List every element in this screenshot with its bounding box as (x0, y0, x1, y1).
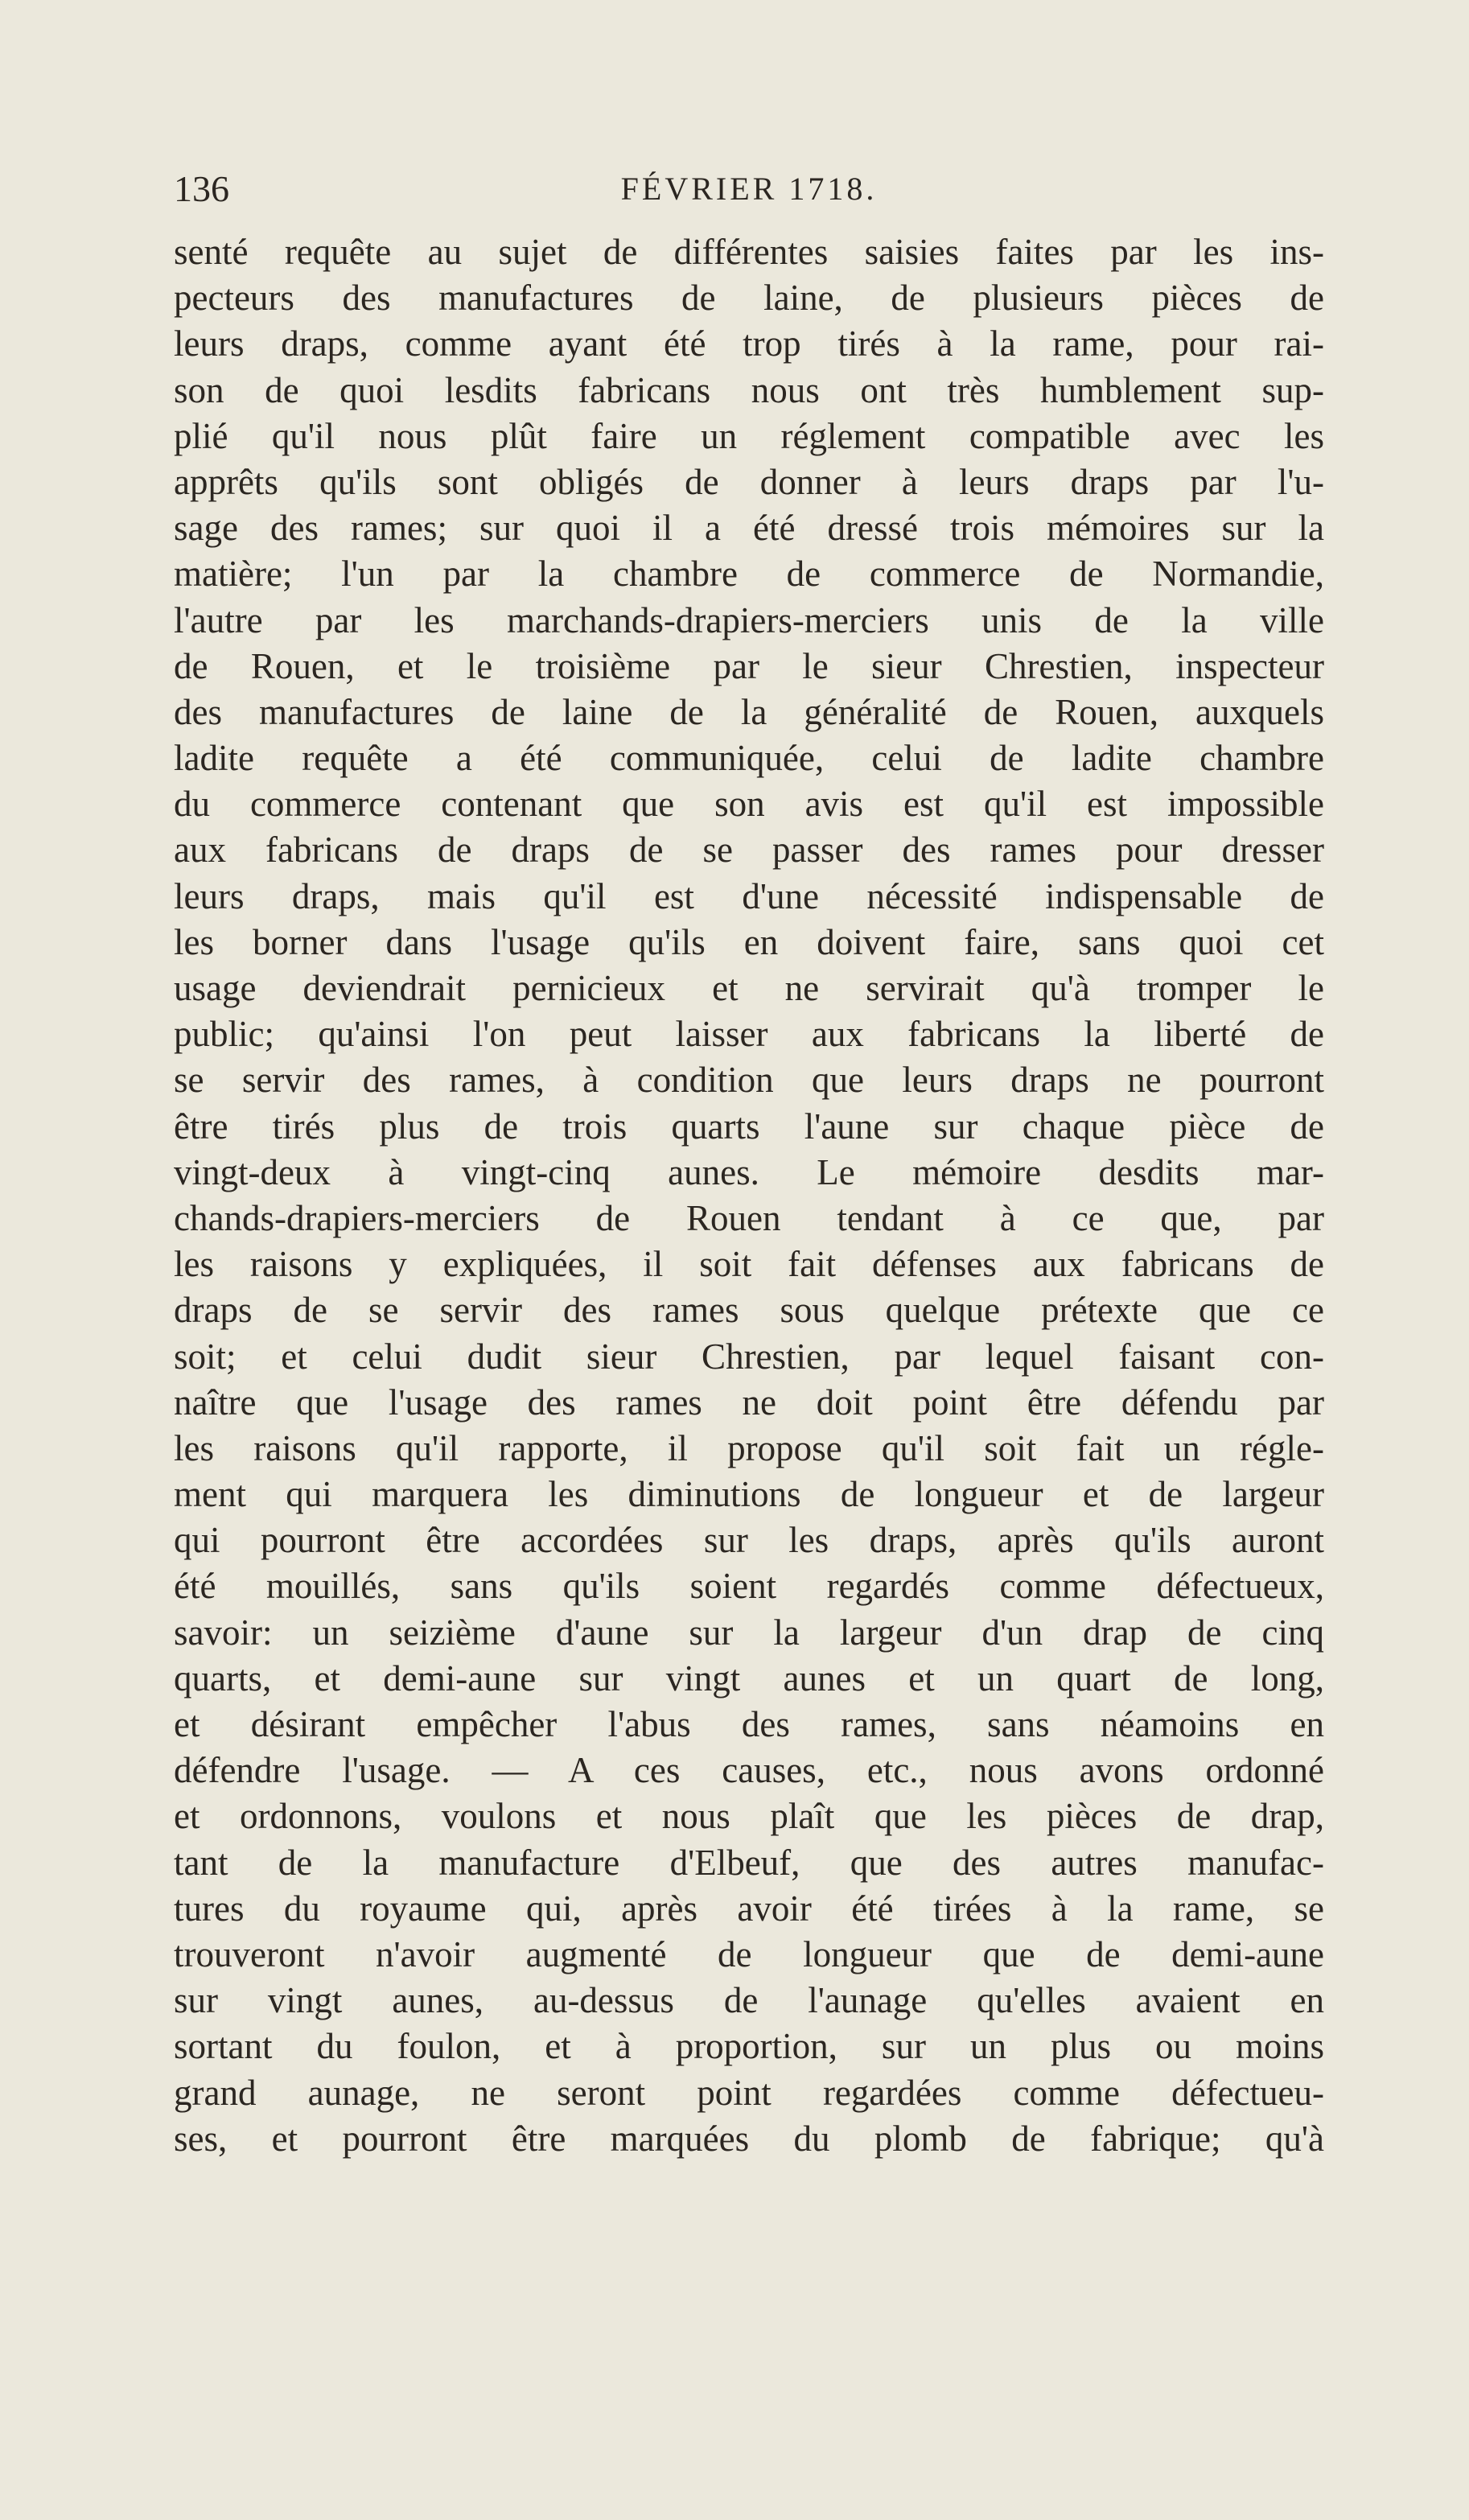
text-line: soit; et celui dudit sieur Chrestien, par lequel faisant con- (174, 1336, 1324, 1377)
text-line: été mouillés, sans qu'ils soient regardés comme défectueux, (174, 1566, 1324, 1607)
text-line: les raisons y expliquées, il soit fait défenses aux fabricans de (174, 1244, 1324, 1285)
text-line: usage deviendrait pernicieux et ne servirait qu'à tromper le (174, 968, 1324, 1008)
page-header (174, 165, 1324, 213)
text-line: son de quoi lesdits fabricans nous ont très humblement sup- (174, 369, 1324, 410)
text-line: qui pourront être accordées sur les draps, après qu'ils auront (174, 1520, 1324, 1561)
text-line: chands-drapiers-merciers de Rouen tendant à ce que, par (174, 1197, 1324, 1238)
text-line: leurs draps, comme ayant été trop tirés à la rame, pour rai- (174, 323, 1324, 364)
text-line: public; qu'ainsi l'on peut laisser aux fabricans la liberté de (174, 1014, 1324, 1055)
text-line: sortant du foulon, et à proportion, sur un plus ou moins (174, 2026, 1324, 2067)
text-line: du commerce contenant que son avis est qu'il est impossible (174, 784, 1324, 825)
text-line: de Rouen, et le troisième par le sieur Chrestien, inspecteur (174, 645, 1324, 686)
text-line: senté requête au sujet de différentes saisies faites par les ins- (174, 232, 1324, 272)
text-line: et désirant empêcher l'abus des rames, sans néamoins en (174, 1704, 1324, 1744)
text-line: les borner dans l'usage qu'ils en doivent faire, sans quoi cet (174, 921, 1324, 962)
text-line: vingt-deux à vingt-cinq aunes. Le mémoire desdits mar- (174, 1151, 1324, 1192)
body-text (174, 229, 1324, 2162)
text-line: savoir: un seizième d'aune sur la largeur d'un drap de cinq (174, 1612, 1324, 1653)
text-line: naître que l'usage des rames ne doit point être défendu par (174, 1381, 1324, 1423)
text-line: trouveront n'avoir augmenté de longueur que de demi-aune (174, 1933, 1324, 1974)
text-line: quarts, et demi-aune sur vingt aunes et un quart de long, (174, 1657, 1324, 1699)
text-line: ladite requête a été communiquée, celui de ladite chambre (174, 738, 1324, 779)
text-line: tures du royaume qui, après avoir été tirées à la rame, se (174, 1888, 1324, 1929)
text-line: l'autre par les marchands-drapiers-merciers unis de la ville (174, 599, 1324, 640)
page-number: 136 (174, 168, 229, 209)
text-line: des manufactures de laine de la généralité de Rouen, auxquels (174, 691, 1324, 732)
text-line: pecteurs des manufactures de laine, de plusieurs pièces de (174, 278, 1324, 319)
text-line: draps de se servir des rames sous quelque prétexte que ce (174, 1290, 1324, 1331)
text-line: être tirés plus de trois quarts l'aune sur chaque pièce de (174, 1106, 1324, 1147)
running-title: FÉVRIER 1718. (620, 171, 878, 207)
text-line: tant de la manufacture d'Elbeuf, que des autres manufac- (174, 1842, 1324, 1883)
text-line: leurs draps, mais qu'il est d'une nécessité indispensable de (174, 875, 1324, 916)
text-line: aux fabricans de draps de se passer des rames pour dresser (174, 830, 1324, 871)
text-line: sage des rames; sur quoi il a été dressé trois mémoires sur la (174, 508, 1324, 549)
text-line: se servir des rames, à condition que leurs draps ne pourront (174, 1060, 1324, 1101)
text-line: ses, et pourront être marquées du plomb de fabrique; qu'à (174, 2118, 1324, 2159)
text-line: plié qu'il nous plût faire un réglement compatible avec les (174, 415, 1324, 456)
text-line: matière; l'un par la chambre de commerce de Normandie, (174, 554, 1324, 595)
text-line: et ordonnons, voulons et nous plaît que les pièces de drap, (174, 1796, 1324, 1837)
text-line: les raisons qu'il rapporte, il propose qu'il soit fait un régle- (174, 1427, 1324, 1468)
text-line: apprêts qu'ils sont obligés de donner à leurs draps par l'u- (174, 461, 1324, 502)
text-line: défendre l'usage. — A ces causes, etc., nous avons ordonné (174, 1750, 1324, 1791)
text-line: ment qui marquera les diminutions de longueur et de largeur (174, 1474, 1324, 1515)
text-line: grand aunage, ne seront point regardées comme défectueu- (174, 2072, 1324, 2113)
text-line: sur vingt aunes, au-dessus de l'aunage qu'elles avaient en (174, 1980, 1324, 2021)
